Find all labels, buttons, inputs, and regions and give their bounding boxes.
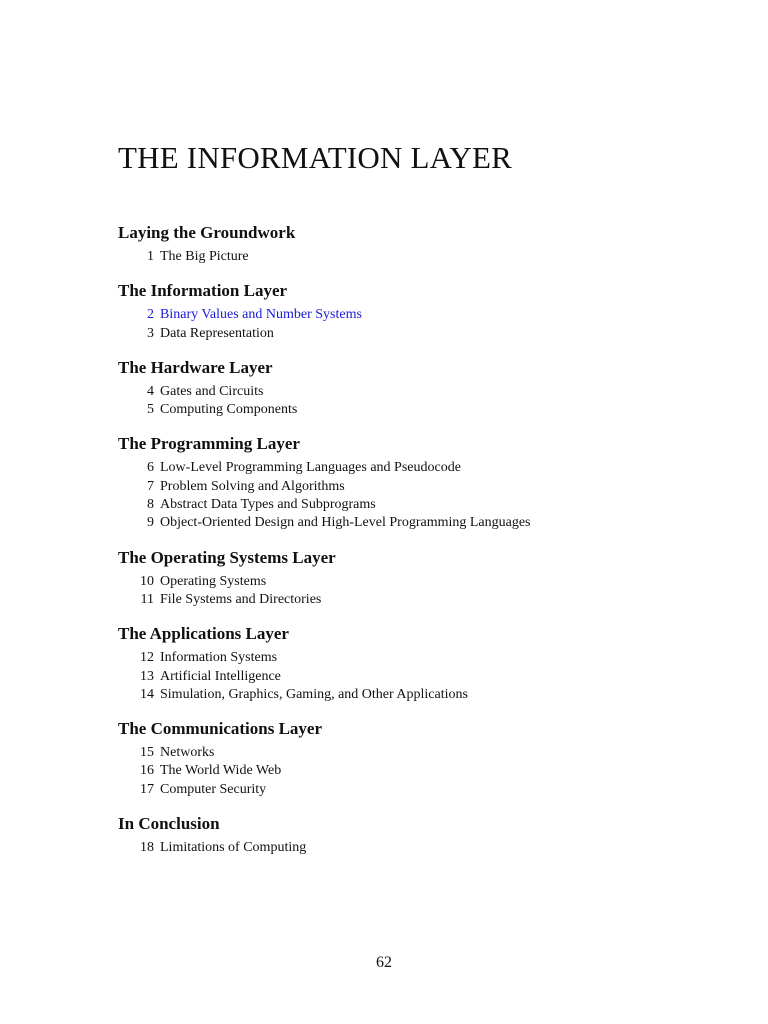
section-heading: The Communications Layer (118, 719, 322, 739)
chapter-title: Low-Level Programming Languages and Pseudocode (160, 460, 461, 476)
toc-section (118, 278, 718, 343)
chapter-number: 6 (147, 460, 154, 476)
page-title: THE INFORMATION LAYER (118, 140, 513, 175)
chapter-item[interactable] (118, 668, 718, 686)
chapter-number: 8 (147, 497, 154, 513)
chapter-number: 13 (140, 668, 154, 684)
section-heading: The Programming Layer (118, 434, 300, 454)
page-number: 62 (376, 954, 392, 971)
toc-section (118, 811, 718, 857)
chapter-item[interactable] (118, 762, 718, 780)
chapter-item[interactable] (118, 591, 718, 609)
chapter-item[interactable] (118, 781, 718, 799)
toc-section (118, 716, 718, 799)
chapter-item[interactable] (118, 459, 718, 477)
chapter-list (118, 459, 718, 532)
chapter-item[interactable] (118, 839, 718, 857)
chapter-number: 4 (147, 383, 154, 399)
chapter-number: 5 (147, 402, 154, 418)
chapter-list (118, 573, 718, 610)
section-heading: The Hardware Layer (118, 357, 273, 377)
chapter-list (118, 649, 718, 704)
chapter-item[interactable] (118, 514, 718, 532)
chapter-title: Abstract Data Types and Subprograms (160, 497, 376, 513)
chapter-item[interactable] (118, 401, 718, 419)
chapter-title: The Big Picture (160, 249, 249, 264)
chapter-title: Data Representation (160, 325, 274, 341)
toc-section (118, 355, 718, 420)
toc-section (118, 220, 718, 266)
chapter-number: 12 (140, 650, 154, 666)
chapter-list (118, 248, 718, 266)
table-of-contents (118, 220, 718, 869)
chapter-title: Computing Components (160, 402, 298, 418)
toc-section (118, 431, 718, 532)
chapter-item[interactable] (118, 744, 718, 762)
chapter-title: Operating Systems (160, 573, 267, 589)
chapter-number: 2 (147, 307, 154, 323)
chapter-title: Object-Oriented Design and High-Level Programming Languages (160, 515, 531, 531)
chapter-item[interactable] (118, 496, 718, 514)
section-heading: Laying the Groundwork (118, 223, 296, 242)
chapter-title: Computer Security (160, 781, 267, 797)
chapter-number: 17 (140, 781, 154, 797)
toc-section (118, 545, 718, 610)
section-heading: The Applications Layer (118, 624, 289, 644)
chapter-number: 18 (140, 840, 154, 856)
chapter-number: 7 (147, 478, 154, 494)
chapter-item[interactable] (118, 383, 718, 401)
chapter-number: 9 (147, 515, 154, 531)
section-heading: The Operating Systems Layer (118, 547, 336, 567)
chapter-number: 15 (140, 745, 154, 761)
chapter-list (118, 744, 718, 799)
chapter-list (118, 839, 718, 857)
chapter-number: 3 (147, 325, 154, 341)
chapter-title: Gates and Circuits (160, 383, 264, 399)
chapter-title: Networks (160, 745, 215, 761)
chapter-title: The World Wide Web (160, 763, 282, 779)
chapter-item[interactable] (118, 649, 718, 667)
chapter-number: 1 (147, 249, 154, 264)
chapter-title: File Systems and Directories (160, 591, 322, 607)
toc-section (118, 621, 718, 704)
chapter-item[interactable] (118, 248, 718, 266)
chapter-title: Limitations of Computing (160, 840, 307, 856)
chapter-number: 16 (140, 763, 154, 779)
chapter-item[interactable] (118, 573, 718, 591)
section-heading: The Information Layer (118, 281, 288, 301)
section-heading: In Conclusion (118, 814, 220, 834)
chapter-number: 14 (140, 686, 154, 702)
chapter-list (118, 383, 718, 420)
chapter-item[interactable] (118, 325, 718, 343)
chapter-title: Information Systems (160, 650, 278, 666)
chapter-title: Artificial Intelligence (160, 668, 281, 684)
chapter-item[interactable] (118, 686, 718, 704)
chapter-item-link[interactable] (118, 306, 718, 324)
chapter-title: Binary Values and Number Systems (160, 307, 362, 323)
chapter-number: 11 (140, 591, 154, 607)
chapter-list (118, 306, 718, 343)
chapter-number: 10 (140, 573, 154, 589)
chapter-item[interactable] (118, 478, 718, 496)
chapter-title: Problem Solving and Algorithms (160, 478, 345, 494)
chapter-title: Simulation, Graphics, Gaming, and Other Applications (160, 686, 468, 702)
